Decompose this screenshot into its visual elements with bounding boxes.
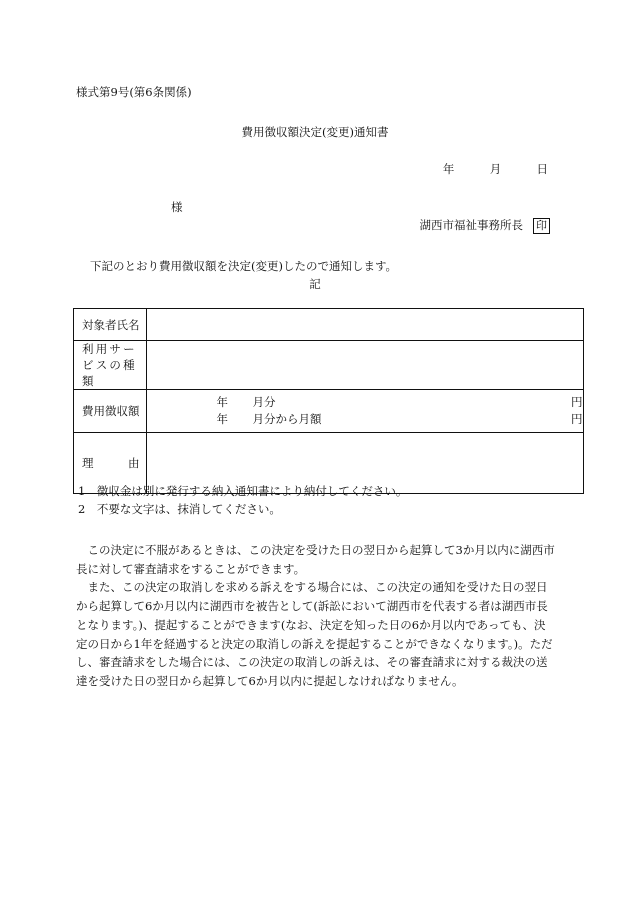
addressee-suffix: 様: [171, 200, 183, 214]
document-title: 費用徴収額決定(変更)通知書: [241, 125, 389, 139]
date-line: [443, 161, 548, 177]
table-row-name: [74, 309, 584, 341]
form-number: 様式第9号(第6条関係): [76, 85, 192, 99]
seal-mark: 印: [533, 218, 550, 234]
table-row-service: [74, 341, 584, 390]
notes: [78, 482, 407, 518]
paragraph-1: この決定に不服があるときは、この決定を受けた日の翌日から起算して3か月以内に湖西市長に対して審査請求をすることができます。: [76, 543, 555, 576]
label-reason: 理 由: [74, 433, 147, 494]
note-2: 2 不要な文字は、抹消してください。: [78, 502, 281, 516]
date-month: 月: [489, 162, 502, 176]
label-service-type: 利用サービスの種類: [74, 341, 147, 390]
paragraph-2: また、この決定の取消しを求める訴えをする場合には、この決定の通知を受けた日の翌日から起算して6か月以内に湖西市を被告として(訴訟において湖西市を代表する者は湖西市長となります。)、提起することができます(なお、決定を知った日の6か月以内であっても、決定の日から1年を経過すると決定の取消しの訴えを提起することができなくなります。)。ただし、審査請求をした場合には、この決定の取消しの訴えは、その審査請求に対する裁決の送達を受けた日の翌日から起算して6か月以内に提起しなければなりません。: [76, 580, 553, 688]
label-fee-amount: 費 用 徴 収 額: [74, 390, 147, 433]
issuer-name: 湖西市福祉事務所長: [419, 218, 523, 232]
issuer: [420, 217, 551, 234]
value-fee-amount[interactable]: [146, 390, 583, 433]
label-target-name: 対 象 者 氏 名: [74, 309, 147, 341]
intro-text: 下記のとおり費用徴収額を決定(変更)したので通知します。: [90, 259, 398, 273]
fee-line-2: 年 月分から月額 円: [216, 412, 583, 426]
note-1: 1 徴収金は別に発行する納入通知書により納付してください。: [78, 484, 408, 498]
ki-heading: 記: [309, 277, 321, 291]
value-service-type[interactable]: [146, 341, 583, 390]
table-row-fee: [74, 390, 584, 433]
fee-line-1: 年 月分 円: [216, 395, 583, 409]
date-day: 日: [536, 162, 548, 176]
info-table: [73, 308, 584, 494]
value-target-name[interactable]: [146, 309, 583, 341]
appeal-notice: [76, 541, 556, 691]
date-year: 年: [442, 162, 455, 176]
